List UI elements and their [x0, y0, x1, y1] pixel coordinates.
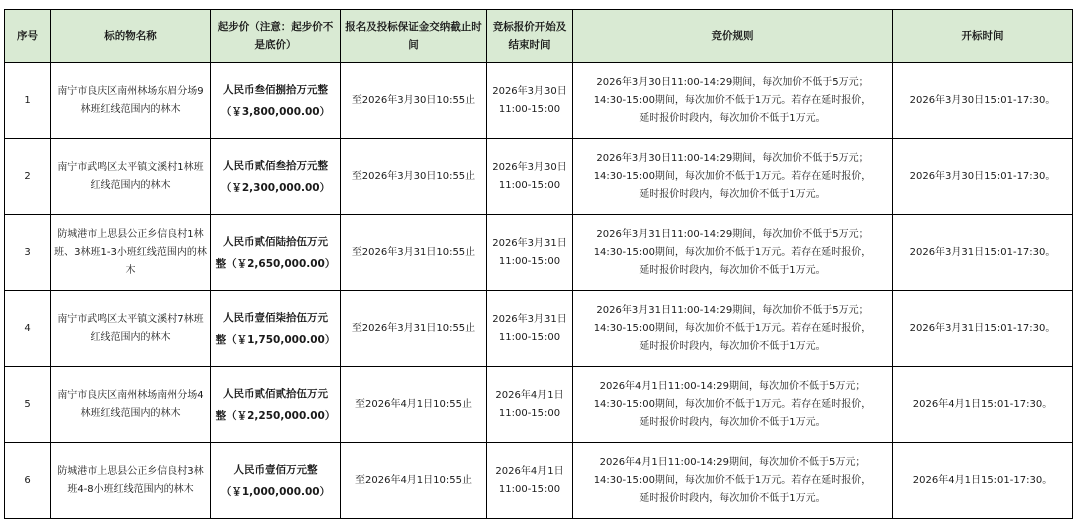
- bid-hours: 11:00-15:00: [498, 179, 561, 191]
- auction-table: [4, 9, 1073, 519]
- header-row: [5, 10, 1073, 63]
- price-text: 人民币壹佰柒拾伍万元: [223, 311, 328, 324]
- rule-line-2: 14:30-15:00期间，每次加价不低于1万元。若存在延时报价，: [593, 246, 872, 258]
- cell-open-time: 2026年3月31日15:01-17:30。: [893, 215, 1073, 291]
- bid-date: 2026年3月31日: [492, 313, 567, 325]
- cell-rules: [573, 215, 893, 291]
- bid-hours: 11:00-15:00: [498, 331, 561, 343]
- price-number: （￥1,000,000.00）: [220, 485, 331, 498]
- rule-line-2: 14:30-15:00期间，每次加价不低于1万元。若存在延时报价，: [593, 398, 872, 410]
- rule-line-3: 延时报价时段内，每次加价不低于1万元。: [639, 340, 826, 352]
- cell-bid-time: [487, 443, 573, 519]
- bid-date: 2026年3月30日: [492, 161, 567, 173]
- price-number: 整（￥2,650,000.00）: [215, 257, 336, 270]
- price-text: 人民币贰佰叁拾万元整: [223, 159, 328, 172]
- bid-hours: 11:00-15:00: [498, 407, 561, 419]
- cell-name: 南宁市良庆区南州林场南州分场4林班红线范围内的林木: [51, 367, 211, 443]
- rule-line-3: 延时报价时段内，每次加价不低于1万元。: [639, 492, 826, 504]
- cell-name: 南宁市良庆区南州林场东眉分场9林班红线范围内的林木: [51, 63, 211, 139]
- cell-rules: [573, 367, 893, 443]
- cell-price: [211, 215, 341, 291]
- header-bid-time: 竞标报价开始及结束时间: [487, 10, 573, 63]
- cell-deposit-deadline: 至2026年3月30日10:55止: [341, 139, 487, 215]
- price-text: 人民币贰佰陆拾伍万元: [223, 235, 328, 248]
- header-price: 起步价（注意：起步价不是底价）: [211, 10, 341, 63]
- cell-name: 南宁市武鸣区太平镇文溪村7林班红线范围内的林木: [51, 291, 211, 367]
- cell-price: [211, 63, 341, 139]
- bid-date: 2026年3月31日: [492, 237, 567, 249]
- cell-open-time: 2026年3月30日15:01-17:30。: [893, 63, 1073, 139]
- header-open-time: 开标时间: [893, 10, 1073, 63]
- cell-open-time: 2026年3月31日15:01-17:30。: [893, 291, 1073, 367]
- rule-line-2: 14:30-15:00期间，每次加价不低于1万元。若存在延时报价，: [593, 170, 872, 182]
- rule-line-3: 延时报价时段内，每次加价不低于1万元。: [639, 188, 826, 200]
- rule-line-3: 延时报价时段内，每次加价不低于1万元。: [639, 112, 826, 124]
- cell-name: 南宁市武鸣区太平镇文溪村1林班红线范围内的林木: [51, 139, 211, 215]
- rule-line-1: 2026年4月1日11:00-14:29期间，每次加价不低于5万元；: [599, 380, 866, 392]
- bid-date: 2026年4月1日: [495, 389, 564, 401]
- cell-rules: [573, 63, 893, 139]
- cell-name: 防城港市上思县公正乡信良村1林班、3林班1-3小班红线范围内的林木: [51, 215, 211, 291]
- bid-date: 2026年3月30日: [492, 85, 567, 97]
- cell-seq: 5: [5, 367, 51, 443]
- cell-deposit-deadline: 至2026年3月30日10:55止: [341, 63, 487, 139]
- cell-bid-time: [487, 139, 573, 215]
- price-text: 人民币壹佰万元整: [233, 463, 318, 476]
- cell-seq: 1: [5, 63, 51, 139]
- rule-line-3: 延时报价时段内，每次加价不低于1万元。: [639, 416, 826, 428]
- cell-price: [211, 291, 341, 367]
- rule-line-2: 14:30-15:00期间，每次加价不低于1万元。若存在延时报价，: [593, 322, 872, 334]
- header-name: 标的物名称: [51, 10, 211, 63]
- cell-seq: 4: [5, 291, 51, 367]
- bid-date: 2026年4月1日: [495, 465, 564, 477]
- price-number: （￥2,300,000.00）: [220, 181, 331, 194]
- rule-line-1: 2026年3月30日11:00-14:29期间，每次加价不低于5万元；: [596, 152, 869, 164]
- price-number: 整（￥2,250,000.00）: [215, 409, 336, 422]
- cell-deposit-deadline: 至2026年4月1日10:55止: [341, 443, 487, 519]
- cell-deposit-deadline: 至2026年3月31日10:55止: [341, 291, 487, 367]
- cell-deposit-deadline: 至2026年3月31日10:55止: [341, 215, 487, 291]
- bid-hours: 11:00-15:00: [498, 255, 561, 267]
- cell-name: 防城港市上思县公正乡信良村3林班4-8小班红线范围内的林木: [51, 443, 211, 519]
- cell-price: [211, 139, 341, 215]
- cell-seq: 6: [5, 443, 51, 519]
- bid-hours: 11:00-15:00: [498, 103, 561, 115]
- cell-bid-time: [487, 215, 573, 291]
- rule-line-1: 2026年3月31日11:00-14:29期间，每次加价不低于5万元；: [596, 228, 869, 240]
- price-text: 人民币叁佰捌拾万元整: [223, 83, 328, 96]
- cell-open-time: 2026年4月1日15:01-17:30。: [893, 443, 1073, 519]
- rule-line-1: 2026年3月31日11:00-14:29期间，每次加价不低于5万元；: [596, 304, 869, 316]
- rule-line-1: 2026年4月1日11:00-14:29期间，每次加价不低于5万元；: [599, 456, 866, 468]
- cell-seq: 3: [5, 215, 51, 291]
- rule-line-2: 14:30-15:00期间，每次加价不低于1万元。若存在延时报价，: [593, 94, 872, 106]
- table-row: [5, 139, 1073, 215]
- header-seq: 序号: [5, 10, 51, 63]
- cell-seq: 2: [5, 139, 51, 215]
- table-row: [5, 291, 1073, 367]
- rule-line-2: 14:30-15:00期间，每次加价不低于1万元。若存在延时报价，: [593, 474, 872, 486]
- price-number: 整（￥1,750,000.00）: [215, 333, 336, 346]
- cell-rules: [573, 139, 893, 215]
- cell-rules: [573, 443, 893, 519]
- table-row: [5, 63, 1073, 139]
- table-row: [5, 443, 1073, 519]
- header-deposit: 报名及投标保证金交纳截止时间: [341, 10, 487, 63]
- bid-hours: 11:00-15:00: [498, 483, 561, 495]
- rule-line-1: 2026年3月30日11:00-14:29期间，每次加价不低于5万元；: [596, 76, 869, 88]
- table-row: [5, 367, 1073, 443]
- cell-bid-time: [487, 63, 573, 139]
- price-number: （￥3,800,000.00）: [220, 105, 331, 118]
- cell-open-time: 2026年4月1日15:01-17:30。: [893, 367, 1073, 443]
- price-text: 人民币贰佰贰拾伍万元: [223, 387, 328, 400]
- cell-price: [211, 443, 341, 519]
- header-rules: 竞价规则: [573, 10, 893, 63]
- table-row: [5, 215, 1073, 291]
- cell-open-time: 2026年3月30日15:01-17:30。: [893, 139, 1073, 215]
- cell-deposit-deadline: 至2026年4月1日10:55止: [341, 367, 487, 443]
- cell-price: [211, 367, 341, 443]
- cell-rules: [573, 291, 893, 367]
- cell-bid-time: [487, 291, 573, 367]
- rule-line-3: 延时报价时段内，每次加价不低于1万元。: [639, 264, 826, 276]
- cell-bid-time: [487, 367, 573, 443]
